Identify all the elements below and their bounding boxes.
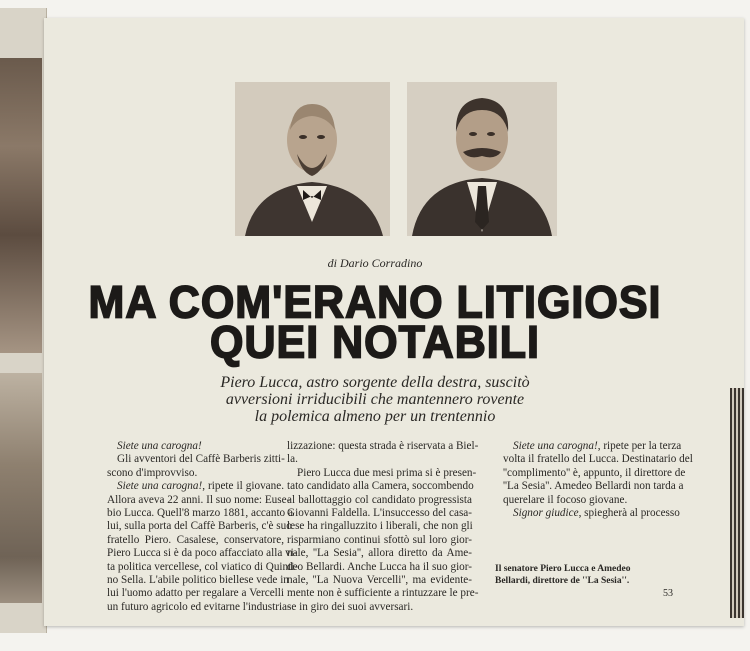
text-line xyxy=(107,574,289,587)
text-line xyxy=(107,534,284,547)
italic-text: Siete una carogna! xyxy=(117,480,203,493)
text-line xyxy=(107,560,299,574)
text-line xyxy=(107,467,284,480)
body-text: , spiegherà al processo xyxy=(578,507,680,520)
text-line xyxy=(107,547,298,560)
body-text: no Sella. L'abile politico biellese vede in xyxy=(107,574,289,587)
italic-text: Siete una carogna! xyxy=(513,440,598,452)
body-text: Piero Lucca due mesi prima si è presen- xyxy=(297,466,477,479)
body-text: deo Bellardi. Anche Lucca ha il suo gior- xyxy=(287,560,472,573)
text-line xyxy=(287,520,472,533)
subtitle-line: la polemica almeno per un trentennio xyxy=(254,408,496,425)
text-line xyxy=(287,547,472,560)
body-text: ''complimento'' è, appunto, il direttore de xyxy=(503,466,686,479)
text-line xyxy=(287,574,472,587)
body-text: ''La Sesia''. Amedeo Bellardi non tarda a xyxy=(503,480,684,493)
portrait-amedeo-bellardi xyxy=(407,82,557,236)
body-text: ta politica vercellese, col viatico di Quinti- xyxy=(107,560,299,573)
body-text: scono d'improvviso. xyxy=(107,466,198,479)
photo-caption xyxy=(495,563,631,587)
text-line xyxy=(287,440,479,453)
body-text: lese ha ringalluzzito i liberali, che non gli xyxy=(287,520,473,533)
body-text: lui, sulla porta del Caffè Barberis, c'è suo xyxy=(107,520,292,533)
text-line xyxy=(107,453,284,466)
text-line xyxy=(503,480,684,493)
text-line xyxy=(287,480,472,493)
byline: di Dario Corradino xyxy=(327,256,423,270)
text-column-3 xyxy=(503,440,693,520)
text-line xyxy=(503,507,680,520)
text-column-2 xyxy=(287,440,479,614)
text-column-1 xyxy=(107,440,299,614)
body-text: Piero Lucca si è da poco affacciato alla vi- xyxy=(107,547,298,560)
text-line xyxy=(107,480,284,493)
text-line xyxy=(287,561,472,574)
body-text: la. xyxy=(287,453,298,466)
text-line xyxy=(287,494,472,507)
headline-line-2: QUEI NOTABILI xyxy=(210,317,540,369)
text-line xyxy=(287,507,472,520)
body-text: lizzazione: questa strada è riservata a Biel- xyxy=(287,440,479,452)
italic-text: Signor giudice xyxy=(513,507,579,520)
body-text: volta il fratello del Lucca. Destinatario del xyxy=(503,453,693,466)
body-text: querelare il focoso giovane. xyxy=(503,493,628,506)
text-line xyxy=(107,440,284,453)
subtitle xyxy=(0,374,750,425)
italic-text: Siete una carogna! xyxy=(117,440,202,452)
body-text: nale, ''La Sesia'', allora diretto da Ame- xyxy=(287,547,472,560)
text-line xyxy=(503,494,674,507)
body-text: Gli avventori del Caffè Barberis zitti- xyxy=(117,453,285,466)
text-line xyxy=(107,587,284,600)
body-text: risparmiano continui sfottò sul loro gior- xyxy=(287,533,472,546)
text-line xyxy=(503,466,686,480)
caption-line: Il senatore Piero Lucca e Amedeo xyxy=(495,564,631,574)
body-text: tato candidato alla Camera, soccombendo xyxy=(287,480,474,493)
body-text: nale, ''La Nuova Vercelli'', ma evidente- xyxy=(287,574,472,587)
body-text: bio Lucca. Quell'8 marzo 1881, accanto a xyxy=(107,507,293,520)
portrait-piero-lucca xyxy=(235,82,390,236)
body-text: , ripete per la terza xyxy=(597,440,682,452)
text-line xyxy=(503,440,682,453)
body-text: un futuro agricolo ed evitarne l'industria- xyxy=(107,600,291,613)
text-line xyxy=(287,534,472,547)
page-number: 53 xyxy=(663,588,673,599)
text-line xyxy=(503,453,693,466)
text-line xyxy=(107,507,293,520)
body-text: Allora aveva 22 anni. Il suo nome: Euse- xyxy=(107,493,291,506)
text-line xyxy=(287,466,477,480)
text-line xyxy=(287,601,472,614)
body-text: se in giro dei suoi avversari. xyxy=(287,600,414,613)
text-line xyxy=(287,587,479,600)
text-line xyxy=(287,453,472,466)
headline-line-1: MA COM'ERANO LITIGIOSI xyxy=(88,277,662,329)
body-text: Giovanni Faldella. L'insuccesso del casa- xyxy=(287,507,472,520)
body-text: al ballottaggio col candidato progressista xyxy=(287,493,472,506)
body-text: mente non è sufficiente a rintuzzare le pre- xyxy=(287,587,479,600)
body-text: lui l'uomo adatto per regalare a Vercelli xyxy=(107,587,284,600)
subtitle-line: avversioni irriducibili che mantennero rovente xyxy=(225,391,525,408)
body-text: fratello Piero. Casalese, conservatore, xyxy=(107,533,284,546)
text-line xyxy=(107,493,291,507)
text-line xyxy=(107,600,291,614)
caption-line: Bellardi, direttore de ''La Sesia''. xyxy=(495,576,630,586)
subtitle-line: Piero Lucca, astro sorgente della destra, suscitò xyxy=(220,374,530,391)
body-text: , ripete il giovane. xyxy=(202,480,284,493)
text-line xyxy=(107,520,292,533)
